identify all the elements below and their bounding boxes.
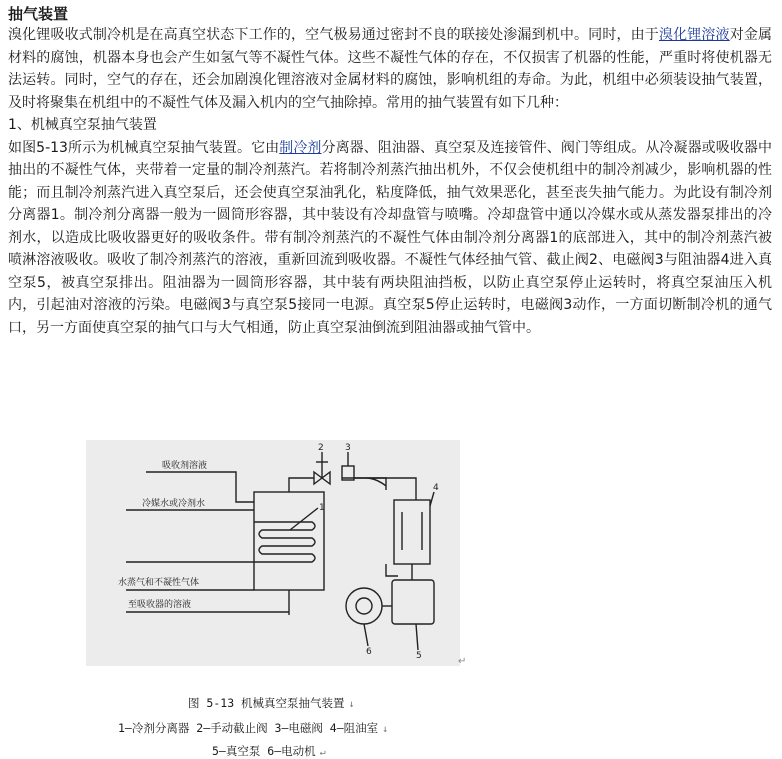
vacuum-pump: [392, 580, 434, 624]
intro-text-start: 溴化锂吸收式制冷机是在高真空状态下工作的，空气极易通过密封不良的联接处渗漏到机中。同时，由于: [8, 27, 659, 43]
body-text-end: 分离器、阻油器、真空泵及连接管件、阀门等组成。从冷凝器或吸收器中抽出的不凝性气体，夹带着一定量的制冷剂蒸汽。若将制冷剂蒸汽抽出机外，不仅会使机组中的制冷剂减少，影响机器的性能；而且制冷剂蒸汽进入真空泵后，还会使真空泵油乳化，粘度降低，抽气效果恶化，甚至丧失抽气能力。为此设有制冷剂分离器1。制冷剂分离器一般为一圆筒形容器，其中装设有冷却盘管与喷嘴。冷却盘管中通以冷媒水或从蒸发器泵排出的冷剂水，以造成比吸收器更好的吸收条件。带有制冷剂蒸汽的不凝性气体由制冷剂分离器1的底部进入，其中的制冷剂蒸汽被喷淋溶液吸收。吸收了制冷剂蒸汽的溶液，重新回流到吸收器。不凝性气体经抽气管、截止阀2、电磁阀3与阻油器4进入真空泵5，被真空泵排出。阻油器为一圆筒形容器，其中装有两块阻油挡板，以防止真空泵停止运转时，将真空泵油压入机内，引起油对溶液的污染。电磁阀3与真空泵5接同一电源。真空泵5停止运转时，电磁阀3动作，一方面切断制冷机的通气口，另一方面使真空泵的抽气口与大气相通，防止真空泵油倒流到阻油器或抽气管中。: [8, 139, 772, 336]
oil-chamber: [394, 500, 430, 564]
link-refrigerant[interactable]: 制冷剂: [279, 139, 322, 156]
section-heading: 1、机械真空泵抽气装置: [8, 117, 157, 133]
caption-legend-1: [118, 720, 388, 736]
label-vapor-gas: 水蒸气和不凝性气体: [118, 578, 200, 588]
caption-legend-1-text: 1—冷剂分离器 2—手动截止阀 3—电磁阀 4—阻油室: [118, 721, 379, 735]
absorbent-inlet-pipe: [146, 472, 254, 502]
label-n2: 2: [318, 443, 324, 453]
label-n3: 3: [345, 443, 351, 453]
caption-title: [188, 695, 355, 711]
label-absorbent-solution: 吸收剂溶液: [162, 461, 208, 471]
intro-text-end: 对金属材料的腐蚀，机器本身也会产生如氢气等不凝性气体。这些不凝性气体的存在，不仅损害了机器的性能，严重时将使机器无法运转。同时，空气的存在，还会加剧溴化锂溶液对金属材料的腐蚀，影响机组的寿命。为此，机组中必须装设抽气装置，及时将聚集在机组中的不凝性气体及漏入机内的空气抽除掉。常用的抽气装置有如下几种：: [8, 27, 773, 111]
intro-paragraph: [8, 24, 772, 114]
link-libr-solution[interactable]: 溴化锂溶液: [658, 27, 730, 43]
caption-legend-2-mark: ↵: [319, 747, 326, 758]
pipe-to-pump: [386, 564, 412, 580]
caption-legend-2-text: 5—真空泵 6—电动机: [212, 744, 316, 758]
refrigerant-separator: [254, 492, 324, 590]
figure-return-mark: ↵: [458, 656, 467, 667]
diagram-svg: [86, 440, 460, 666]
body-text-start: 如图5-13所示为机械真空泵抽气装置。它由: [8, 139, 280, 156]
label-coolant-water: 冷媒水或冷剂水: [142, 499, 206, 509]
caption-title-text: 图 5-13 机械真空泵抽气装置: [188, 696, 345, 710]
label-n4: 4: [433, 483, 439, 493]
body-paragraph: [8, 137, 772, 340]
figure-diagram: [86, 440, 460, 666]
article-title: 抽气装置: [8, 5, 69, 23]
caption-legend-2: [212, 743, 326, 759]
pipe-to-oil-chamber: [354, 478, 416, 500]
label-n1: 1: [319, 503, 325, 513]
label-n5: 5: [416, 651, 422, 661]
caption-title-mark: ↓: [348, 699, 355, 710]
label-to-absorber: 至吸收器的溶液: [128, 600, 192, 610]
motor: [346, 588, 382, 624]
extraction-pipe: [289, 478, 386, 492]
cooling-coil: [254, 522, 315, 562]
article: [8, 4, 772, 339]
caption-legend-1-mark: ↓: [382, 724, 389, 735]
label-n6: 6: [366, 647, 372, 657]
